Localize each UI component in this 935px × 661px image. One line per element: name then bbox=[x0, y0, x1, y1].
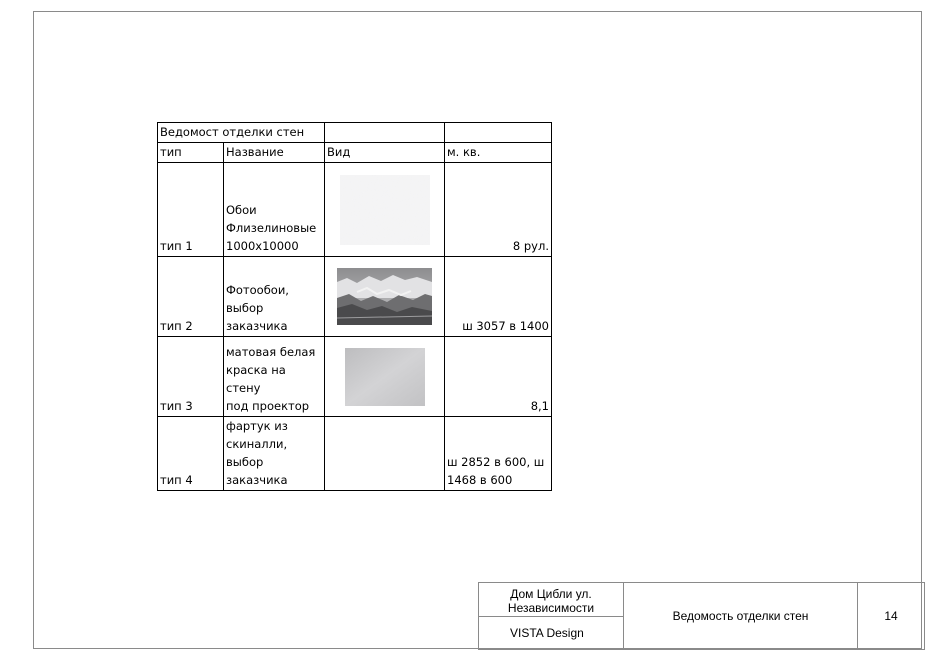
row-view bbox=[325, 163, 445, 257]
schedule-header-row bbox=[158, 143, 552, 163]
schedule-title-row bbox=[158, 123, 552, 143]
header-type: тип bbox=[158, 143, 224, 163]
header-view: Вид bbox=[325, 143, 445, 163]
row-name: фартук из скиналли, выбор заказчика bbox=[224, 417, 325, 491]
title-block bbox=[478, 582, 925, 650]
table-row bbox=[158, 257, 552, 337]
row-type: тип 4 bbox=[158, 417, 224, 491]
wall-finish-schedule bbox=[157, 122, 552, 491]
row-amount: 8,1 bbox=[445, 337, 552, 417]
table-row bbox=[158, 163, 552, 257]
row-view bbox=[325, 417, 445, 491]
table-row bbox=[158, 417, 552, 491]
sheet-title: Ведомость отделки стен bbox=[624, 583, 858, 650]
header-name: Название bbox=[224, 143, 325, 163]
row-view bbox=[325, 257, 445, 337]
row-type: тип 1 bbox=[158, 163, 224, 257]
row-name: матовая белая краска на стену под проектор bbox=[224, 337, 325, 417]
row-view bbox=[325, 337, 445, 417]
paint-swatch-image bbox=[345, 348, 425, 406]
schedule-title: Ведомост отделки стен bbox=[158, 123, 325, 143]
project-name: Дом Цибли ул. Независимости bbox=[479, 583, 624, 617]
header-area: м. кв. bbox=[445, 143, 552, 163]
photo-wallpaper-image bbox=[337, 268, 432, 325]
wallpaper-swatch-image bbox=[340, 175, 430, 245]
row-amount: ш 3057 в 1400 bbox=[445, 257, 552, 337]
row-type: тип 3 bbox=[158, 337, 224, 417]
row-name: Фотообои, выбор заказчика bbox=[224, 257, 325, 337]
row-name: Обои Флизелиновые 1000x10000 bbox=[224, 163, 325, 257]
row-amount: ш 2852 в 600, ш 1468 в 600 bbox=[445, 417, 552, 491]
studio-name: VISTA Design bbox=[479, 617, 624, 650]
page-number: 14 bbox=[858, 583, 925, 650]
table-row bbox=[158, 337, 552, 417]
row-type: тип 2 bbox=[158, 257, 224, 337]
row-amount: 8 рул. bbox=[445, 163, 552, 257]
